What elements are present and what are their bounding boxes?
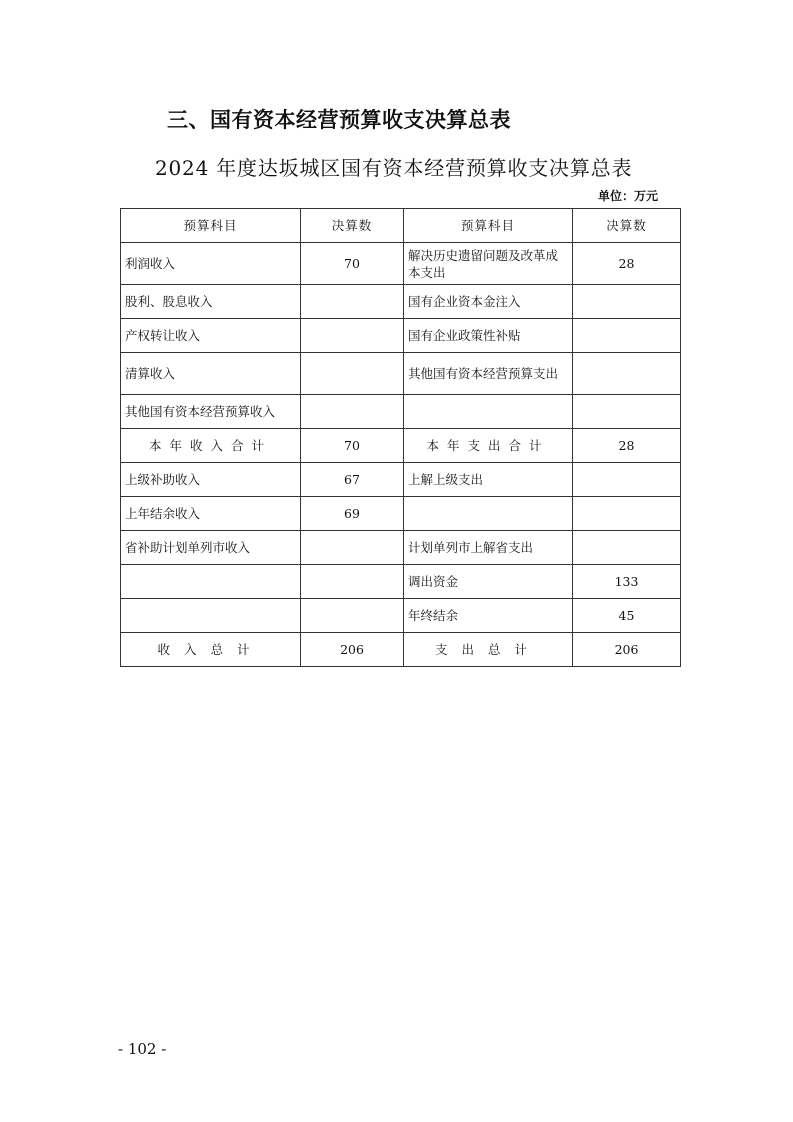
expense-item: 调出资金 [404, 565, 573, 599]
table-row [121, 497, 681, 531]
income-item [121, 599, 301, 633]
income-subtotal-label: 本年收入合计 [121, 429, 301, 463]
income-value [301, 353, 404, 395]
table-row [121, 531, 681, 565]
income-value: 67 [301, 463, 404, 497]
income-item: 省补助计划单列市收入 [121, 531, 301, 565]
income-item: 产权转让收入 [121, 319, 301, 353]
income-value [301, 285, 404, 319]
expense-value [573, 497, 681, 531]
expense-item: 国有企业政策性补贴 [404, 319, 573, 353]
expense-item [404, 497, 573, 531]
expense-value [573, 319, 681, 353]
income-value [301, 599, 404, 633]
expense-value [573, 395, 681, 429]
expense-item: 上解上级支出 [404, 463, 573, 497]
table-title: 2024 年度达坂城区国有资本经营预算收支决算总表 [155, 156, 633, 180]
grand-total-row [121, 633, 681, 667]
expense-item: 计划单列市上解省支出 [404, 531, 573, 565]
expense-value [573, 463, 681, 497]
income-item: 利润收入 [121, 243, 301, 285]
subtotal-row [121, 429, 681, 463]
table-row [121, 463, 681, 497]
table-row [121, 319, 681, 353]
income-item: 清算收入 [121, 353, 301, 395]
header-expense-item: 预算科目 [404, 209, 573, 243]
table-row [121, 565, 681, 599]
expense-item: 解决历史遗留问题及改革成本支出 [404, 243, 573, 285]
budget-table [120, 208, 681, 667]
expense-total-label: 支出总计 [404, 633, 573, 667]
expense-item: 国有企业资本金注入 [404, 285, 573, 319]
income-value [301, 319, 404, 353]
expense-value [573, 531, 681, 565]
expense-value: 28 [573, 243, 681, 285]
section-heading: 三、国有资本经营预算收支决算总表 [167, 108, 511, 132]
page-number: - 102 - [118, 1040, 167, 1058]
expense-value: 45 [573, 599, 681, 633]
income-item: 其他国有资本经营预算收入 [121, 395, 301, 429]
expense-subtotal-label: 本年支出合计 [404, 429, 573, 463]
income-value: 69 [301, 497, 404, 531]
income-value [301, 565, 404, 599]
expense-subtotal-value: 28 [573, 429, 681, 463]
unit-label: 单位：万元 [598, 189, 659, 203]
expense-value [573, 285, 681, 319]
income-total-label: 收入总计 [121, 633, 301, 667]
income-item: 股利、股息收入 [121, 285, 301, 319]
table-row [121, 353, 681, 395]
header-income-value: 决算数 [301, 209, 404, 243]
income-subtotal-value: 70 [301, 429, 404, 463]
table-row [121, 285, 681, 319]
income-item [121, 565, 301, 599]
table-header-row [121, 209, 681, 243]
income-total-value: 206 [301, 633, 404, 667]
income-value [301, 395, 404, 429]
income-value [301, 531, 404, 565]
expense-value [573, 353, 681, 395]
table-row [121, 395, 681, 429]
table-row [121, 599, 681, 633]
expense-item: 其他国有资本经营预算支出 [404, 353, 573, 395]
expense-value: 133 [573, 565, 681, 599]
income-item: 上年结余收入 [121, 497, 301, 531]
expense-item: 年终结余 [404, 599, 573, 633]
header-expense-value: 决算数 [573, 209, 681, 243]
expense-item [404, 395, 573, 429]
expense-total-value: 206 [573, 633, 681, 667]
income-item: 上级补助收入 [121, 463, 301, 497]
header-income-item: 预算科目 [121, 209, 301, 243]
table-row [121, 243, 681, 285]
income-value: 70 [301, 243, 404, 285]
